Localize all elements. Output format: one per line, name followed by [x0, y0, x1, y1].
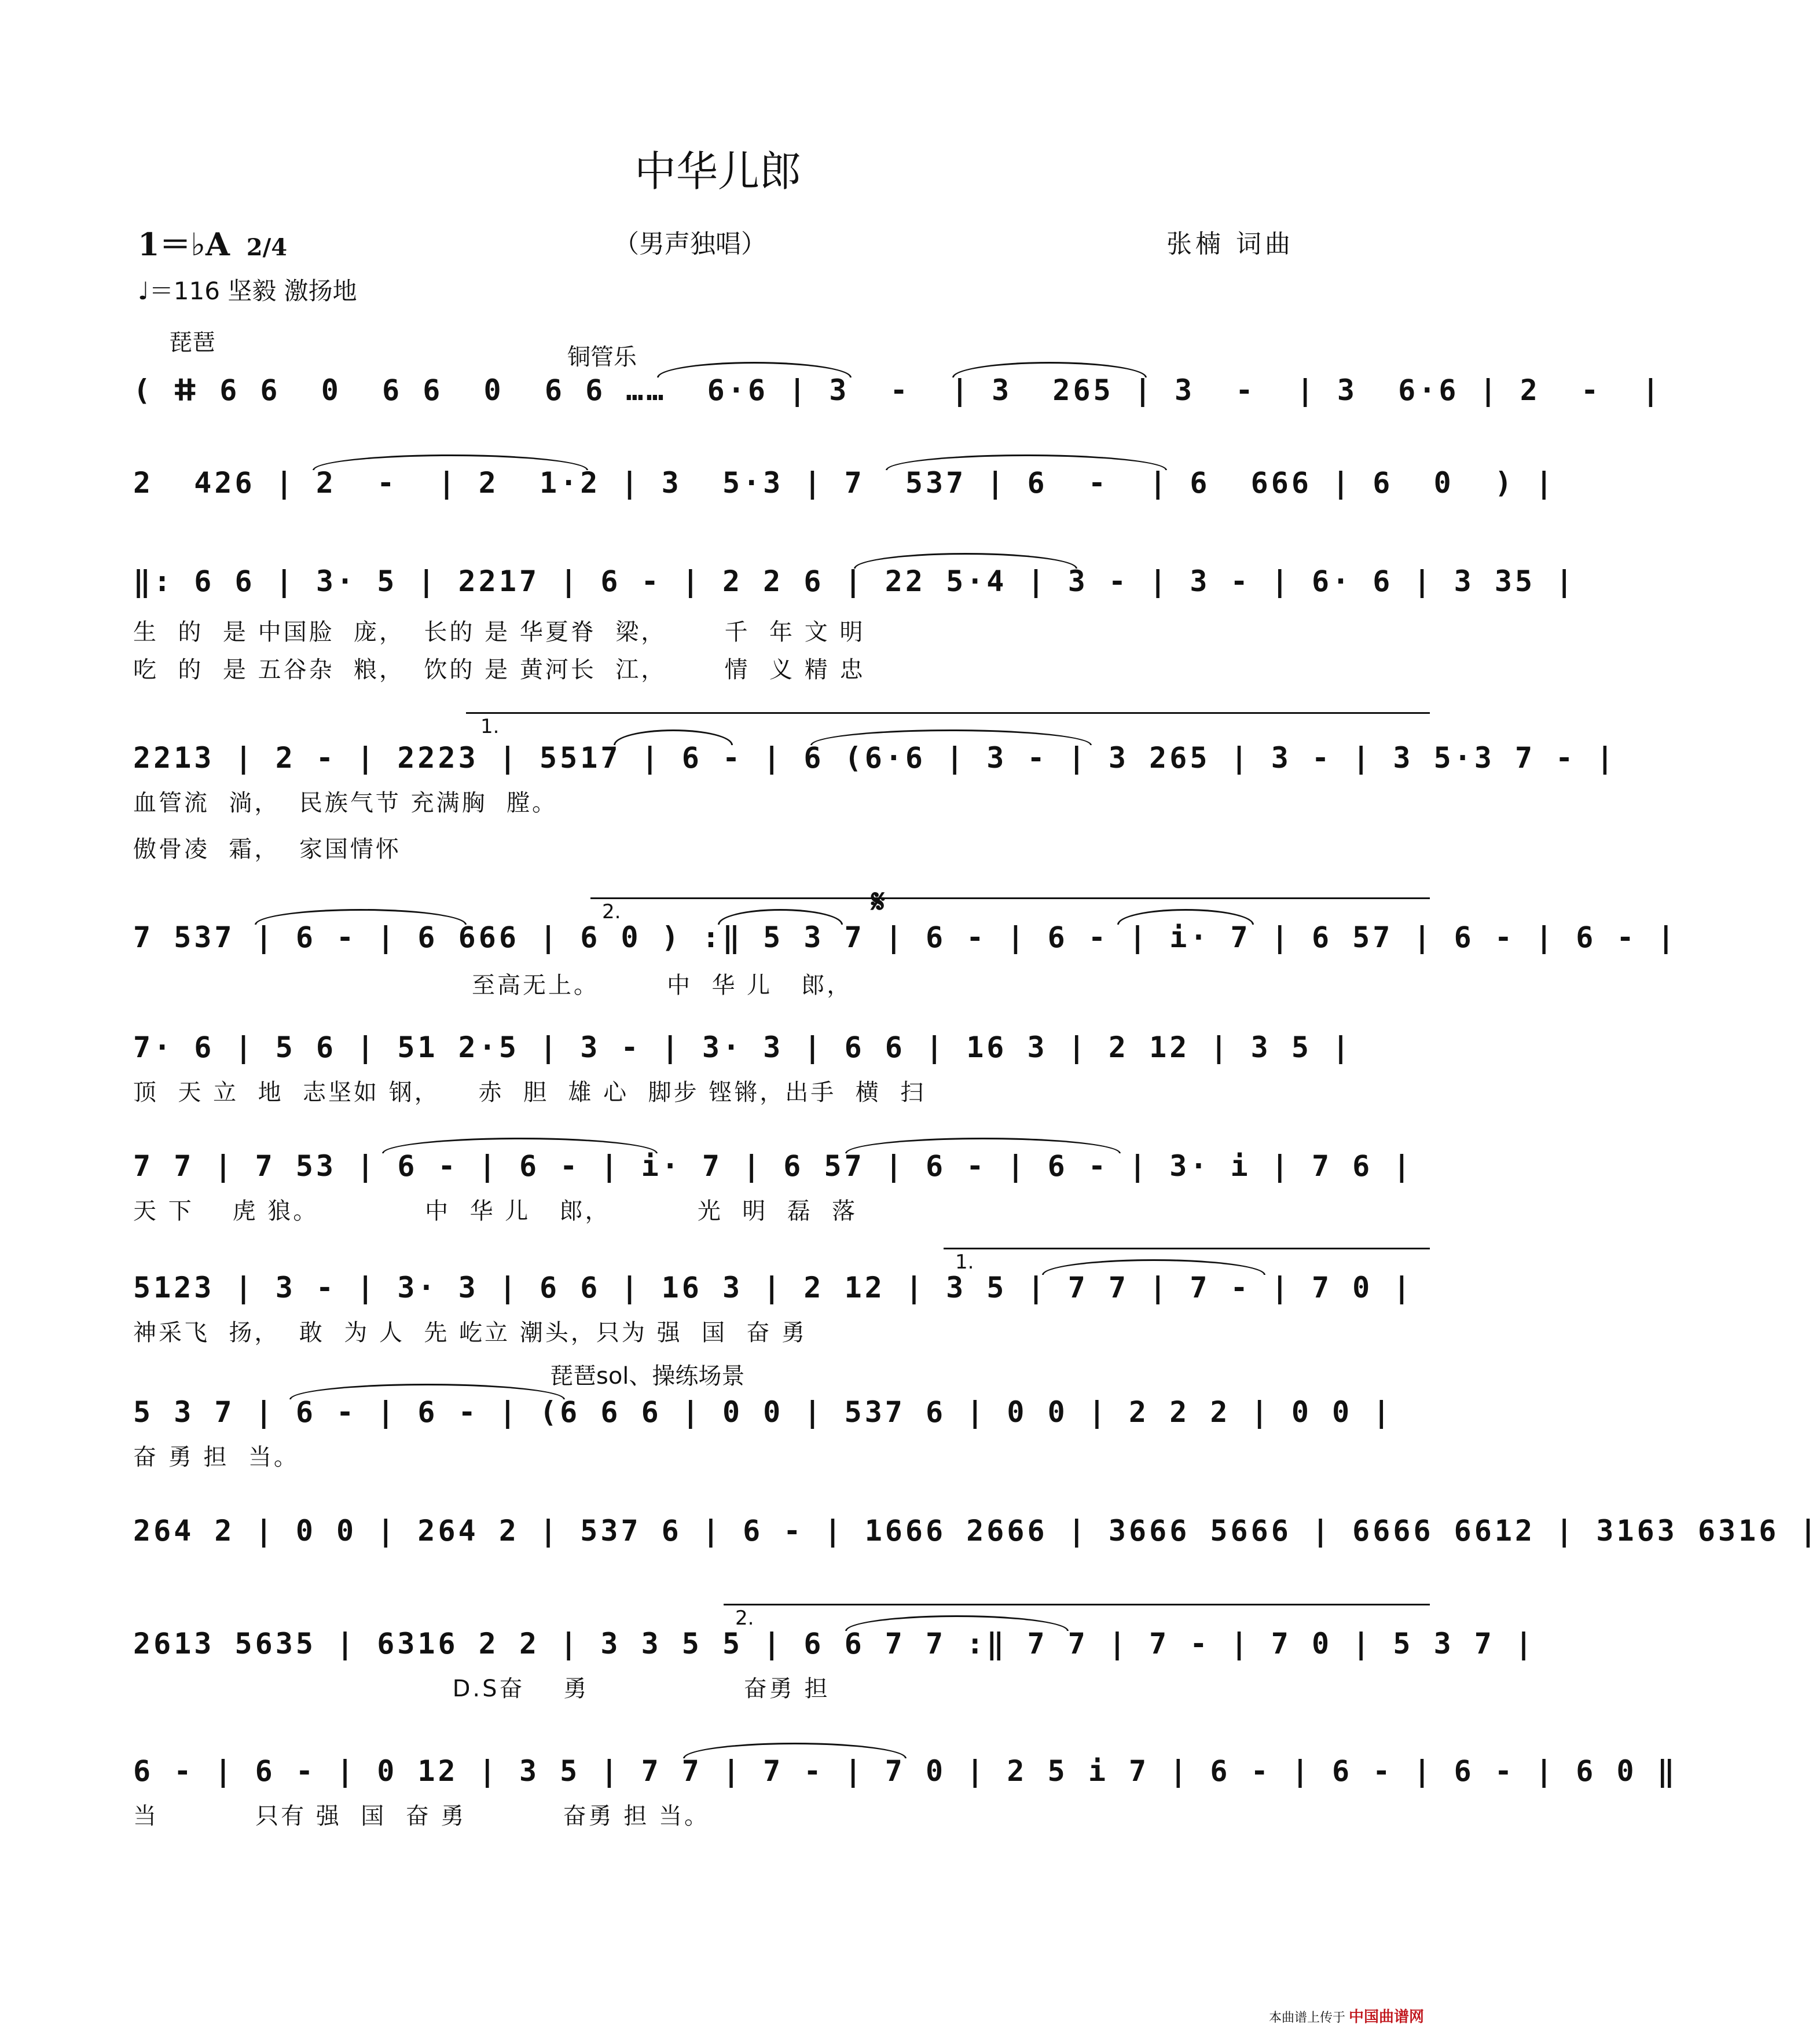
page-title: 中华儿郎: [634, 147, 801, 196]
row-notes: 7 7 | 7 53 | 6 - | 6 - | i· 7 | 6 57 | 6 - | 6 - | 3· i | 7 6 |: [133, 1149, 1414, 1183]
row-lyrics-verse-2: 吃 的 是 五谷杂 粮， 饮的 是 黄河长 江， 情 义 精 忠: [133, 657, 865, 683]
score-row-11: [133, 1607, 1536, 1708]
ending-1-label-repeat: 1.: [955, 1251, 974, 1274]
composer-credit: 张楠 词曲: [1166, 229, 1294, 259]
row-notes: 7 537 | 6 - | 6 666 | 6 0 ) :‖ 5 3 7 | 6 - | 6 - | i· 7 | 6 57 | 6 - | 6 - |: [133, 921, 1678, 954]
row-lyrics: 奋 勇 担 当。: [133, 1444, 299, 1471]
row-notes: 2613 5635 | 6316 2 2 | 3 3 5 5 | 6 6 7 7 :‖ 7 7 | 7 - | 7 0 | 5 3 7 |: [133, 1627, 1536, 1660]
score-row-7: [133, 1149, 1414, 1230]
row-lyrics: 天 下 虎 狼。 中 华 儿 郎， 光 明 磊 落: [133, 1198, 858, 1225]
row-lyrics: 当 只有 强 国 奋 勇 奋勇 担 当。: [133, 1803, 710, 1830]
score-row-3: [133, 564, 1576, 692]
pipa-label: 琵琶: [169, 329, 215, 356]
row-lyrics-verse-1: 生 的 是 中国脸 庞， 长的 是 华夏脊 梁， 千 年 文 明: [133, 619, 865, 646]
row-lyrics-verse-2: 傲骨凌 霜， 家国情怀: [133, 836, 401, 863]
score-row-4: [133, 715, 1617, 868]
score-row-8: [133, 1251, 1414, 1352]
row-lyrics: 至高无上。 中 华 儿 郎，: [133, 972, 853, 999]
row-lyrics: D.S奋 勇 奋勇 担: [133, 1676, 830, 1702]
row-notes: 264 2 | 0 0 | 264 2 | 537 6 | 6 - | 1666 2666 | 3666 5666 | 6666 6612 | 3163 6316 |: [133, 1514, 1820, 1548]
row-lyrics: 顶 天 立 地 志坚如 钢， 赤 胆 雄 心 脚步 铿锵，出手 横 扫: [133, 1079, 926, 1106]
footer-text: 本曲谱上传于: [1268, 2011, 1345, 2025]
row-notes: ‖: 6 6 | 3· 5 | 2217 | 6 - | 2 2 6 | 22 5·4 | 3 - | 3 - | 6· 6 | 3 35 |: [133, 564, 1576, 598]
row-notes: ( ⵌ 6 6 0 6 6 0 6 6 …… 6·6 | 3 - | 3 265 | 3 - | 3 6·6 | 2 - |: [133, 373, 1663, 407]
subtitle: （男声独唱）: [614, 229, 766, 259]
ending-2-label-repeat: 2.: [735, 1607, 754, 1630]
score-row-10: [133, 1514, 1820, 1583]
key-label: 1＝♭A: [138, 226, 230, 263]
site-logo: 中国曲谱网: [1348, 2008, 1424, 2026]
row-notes: 5 3 7 | 6 - | 6 - | (6 6 6 | 0 0 | 537 6 | 0 0 | 2 2 2 | 0 0 |: [133, 1395, 1393, 1429]
key-signature: [138, 220, 287, 265]
row-notes: 2213 | 2 - | 2223 | 5517 | 6 - | 6 (6·6 | 3 - | 3 265 | 3 - | 3 5·3 7 - |: [133, 741, 1617, 775]
time-signature: 2/4: [246, 234, 288, 261]
row-notes: 5123 | 3 - | 3· 3 | 6 6 | 16 3 | 2 12 | 3 5 | 7 7 | 7 - | 7 0 |: [133, 1271, 1414, 1304]
score-row-1: [133, 373, 1663, 443]
row-notes: 2 426 | 2 - | 2 1·2 | 3 5·3 | 7 537 | 6 - | 6 666 | 6 0 ) |: [133, 466, 1556, 500]
row-notes: 7· 6 | 5 6 | 51 2·5 | 3 - | 3· 3 | 6 6 | 16 3 | 2 12 | 3 5 |: [133, 1031, 1353, 1064]
row-lyrics: 神采飞 扬， 敢 为 人 先 屹立 潮头，只为 强 国 奋 勇: [133, 1319, 808, 1346]
ending-1-label: 1.: [480, 715, 500, 738]
row-notes: 6 - | 6 - | 0 12 | 3 5 | 7 7 | 7 - | 7 0 | 2 5 i 7 | 6 - | 6 - | 6 - | 6 0 ‖: [133, 1754, 1678, 1788]
score-row-6: [133, 1031, 1353, 1112]
score-row-2: [133, 466, 1556, 536]
score-row-12: [133, 1754, 1678, 1835]
row-lyrics-verse-1: 血管流 淌， 民族气节 充满胸 膛。: [133, 790, 558, 816]
pipa-sol-label: 琵琶sol、操练场景: [550, 1363, 745, 1390]
score-row-5: [133, 883, 1678, 1002]
score-row-9: [133, 1395, 1393, 1476]
tempo-marking: ♩＝116 坚毅 激扬地: [138, 277, 357, 305]
footer-credit: [1269, 2005, 1424, 2026]
ending-2-label: 2.: [602, 900, 621, 923]
segno-icon: 𝄋: [871, 883, 886, 921]
brass-label: 铜管乐: [567, 344, 637, 371]
